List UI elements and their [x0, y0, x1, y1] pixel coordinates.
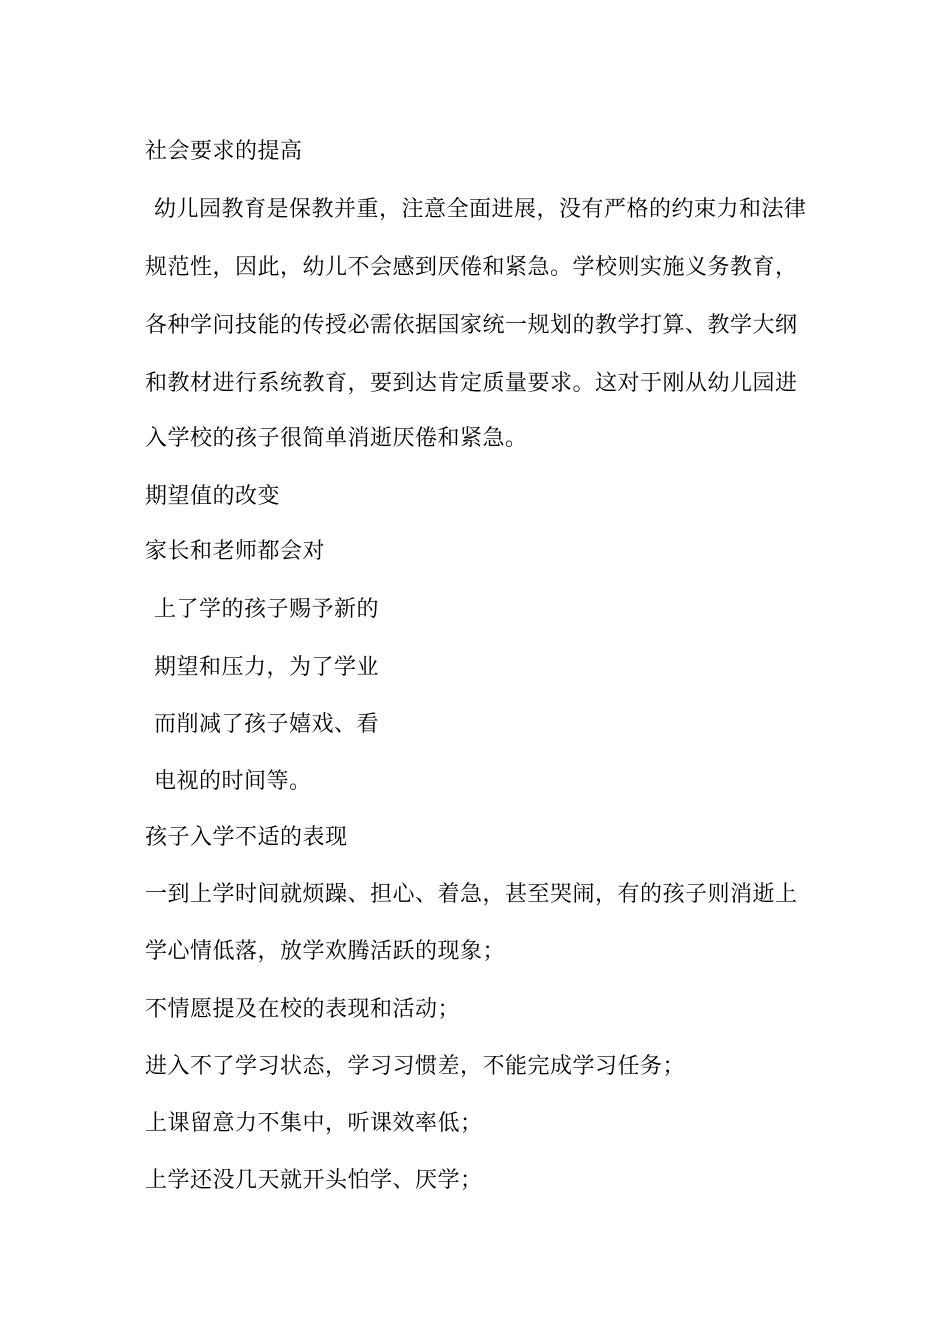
list-item: 不情愿提及在校的表现和活动；: [145, 997, 461, 1022]
paragraph-line: 电视的时间等。: [154, 769, 312, 794]
list-item-line: 一到上学时间就烦躁、担心、着急，甚至哭闹，有的孩子则消逝上: [145, 882, 798, 907]
paragraph-line: 规范性，因此，幼儿不会感到厌倦和紧急。学校则实施义务教育，: [145, 255, 798, 280]
paragraph-line: 幼儿园教育是保教并重，注意全面进展，没有严格的约束力和法律: [154, 197, 807, 222]
list-item: 上学还没几天就开头怕学、厌学；: [145, 1168, 483, 1193]
paragraph-line: 期望和压力，为了学业: [154, 655, 380, 680]
heading-expectation-change: 期望值的改变: [145, 484, 281, 509]
list-item: 进入不了学习状态，学习习惯差，不能完成学习任务；: [145, 1054, 686, 1079]
paragraph-line: 家长和老师都会对: [145, 539, 326, 564]
heading-social-requirements: 社会要求的提高: [145, 139, 303, 164]
paragraph-line: 和教材进行系统教育，要到达肯定质量要求。这对于刚从幼儿园进: [145, 371, 798, 396]
paragraph-line: 各种学问技能的传授必需依据国家统一规划的教学打算、教学大纲: [145, 313, 798, 338]
list-item-line: 学心情低落，放学欢腾活跃的现象；: [145, 939, 506, 964]
paragraph-line: 入学校的孩子很简单消逝厌倦和紧急。: [145, 426, 528, 451]
paragraph-line: 上了学的孩子赐予新的: [154, 597, 380, 622]
list-item: 上课留意力不集中，听课效率低；: [145, 1111, 483, 1136]
heading-maladjustment: 孩子入学不适的表现: [145, 825, 348, 850]
paragraph-line: 而削减了孩子嬉戏、看: [154, 712, 380, 737]
